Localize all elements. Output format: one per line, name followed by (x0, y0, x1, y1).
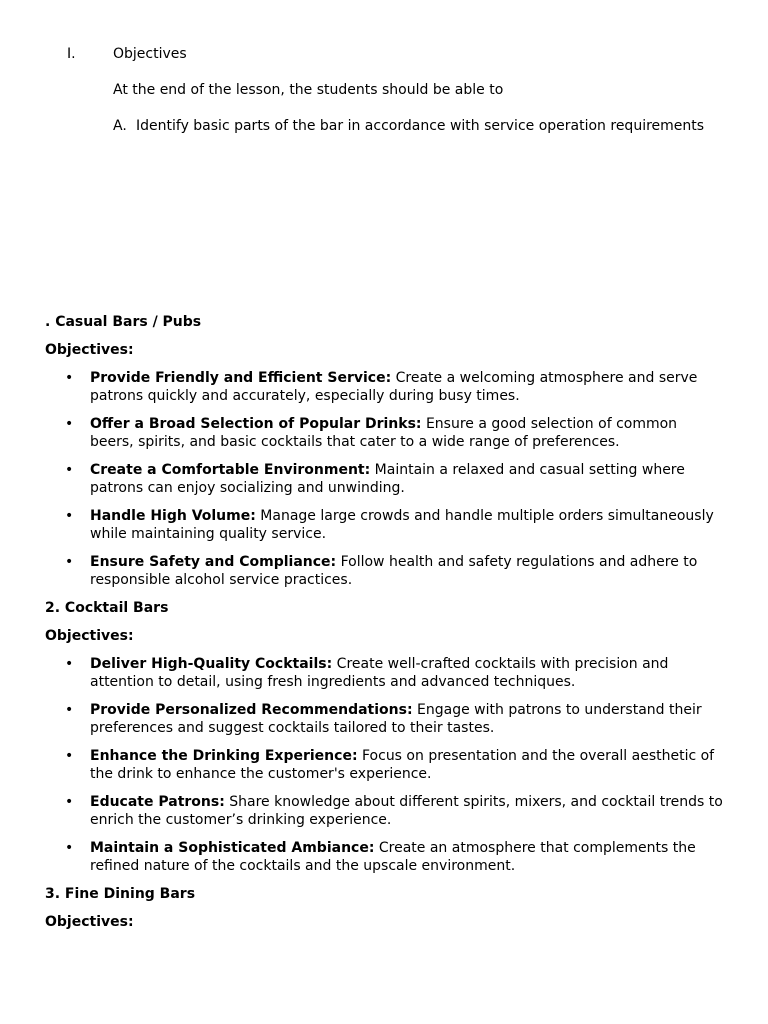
objective-term: Handle High Volume: (90, 508, 256, 524)
outline-title: Objectives (113, 46, 187, 62)
outline-heading (67, 45, 727, 63)
objective-term: Provide Personalized Recommendations: (90, 702, 413, 718)
objectives-label: Objectives: (45, 914, 134, 930)
objective-text: Share knowledge about different spirits, mixers, and cocktail trends to enrich the customer’s drinking experience. (90, 794, 723, 828)
objective-term: Create a Comfortable Environment: (90, 462, 371, 478)
section-title: 2. Cocktail Bars (45, 600, 169, 616)
bullet-icon: • (65, 656, 74, 672)
section-fine-dining-bars (45, 885, 725, 931)
objective-text: Manage large crowds and handle multiple orders simultaneously while maintaining quality service. (90, 508, 714, 542)
bullet-icon: • (65, 748, 74, 764)
objective-text: Create a welcoming atmosphere and serve patrons quickly and accurately, especially during busy times. (90, 370, 698, 404)
list-item (45, 701, 725, 737)
roman-numeral: I. (67, 46, 76, 62)
section-cocktail-bars (45, 599, 725, 875)
objective-term: Educate Patrons: (90, 794, 225, 810)
objectives-label: Objectives: (45, 342, 134, 358)
intro-text: At the end of the lesson, the students should be able to (113, 82, 504, 98)
item-text: Identify basic parts of the bar in accordance with service operation requirements (136, 118, 705, 134)
bullet-icon: • (65, 508, 74, 524)
objective-term: Offer a Broad Selection of Popular Drinks: (90, 416, 422, 432)
bullet-icon: • (65, 462, 74, 478)
objective-text: Ensure a good selection of common beers, spirits, and basic cocktails that cater to a wide range of preferences. (90, 416, 678, 450)
objective-text: Engage with patrons to understand their preferences and suggest cocktails tailored to their tastes. (90, 702, 702, 736)
objective-text: Create well-crafted cocktails with precision and attention to detail, using fresh ingredients and advanced techniques. (90, 656, 669, 690)
objective-text: Create an atmosphere that complements the refined nature of the cocktails and the upscale environment. (90, 840, 696, 874)
list-item (45, 655, 725, 691)
list-item (45, 369, 725, 405)
objective-term: Deliver High-Quality Cocktails: (90, 656, 333, 672)
objective-term: Ensure Safety and Compliance: (90, 554, 337, 570)
list-item (45, 415, 725, 451)
bullet-icon: • (65, 840, 74, 856)
list-item (45, 793, 725, 829)
section-title: 3. Fine Dining Bars (45, 886, 196, 902)
objective-text: Focus on presentation and the overall aesthetic of the drink to enhance the customer's experience. (90, 748, 715, 782)
objective-term: Maintain a Sophisticated Ambiance: (90, 840, 375, 856)
list-item (45, 747, 725, 783)
bullet-icon: • (65, 702, 74, 718)
bullet-icon: • (65, 416, 74, 432)
list-item (45, 839, 725, 875)
objective-term: Enhance the Drinking Experience: (90, 748, 358, 764)
list-item (45, 461, 725, 497)
section-casual-bars (45, 313, 725, 589)
objective-term: Provide Friendly and Efficient Service: (90, 370, 392, 386)
bullet-icon: • (65, 370, 74, 386)
list-item (45, 507, 725, 543)
item-letter: A. (113, 118, 127, 134)
outline-item-a (113, 117, 704, 135)
bullet-icon: • (65, 794, 74, 810)
objectives-list (45, 369, 725, 589)
objective-text: Maintain a relaxed and casual setting where patrons can enjoy socializing and unwinding. (90, 462, 685, 496)
objectives-list (45, 655, 725, 875)
bar-types-content (45, 313, 725, 941)
objectives-label: Objectives: (45, 628, 134, 644)
objective-text: Follow health and safety regulations and adhere to responsible alcohol service practices. (90, 554, 698, 588)
bullet-icon: • (65, 554, 74, 570)
list-item (45, 553, 725, 589)
section-title: . Casual Bars / Pubs (45, 314, 202, 330)
